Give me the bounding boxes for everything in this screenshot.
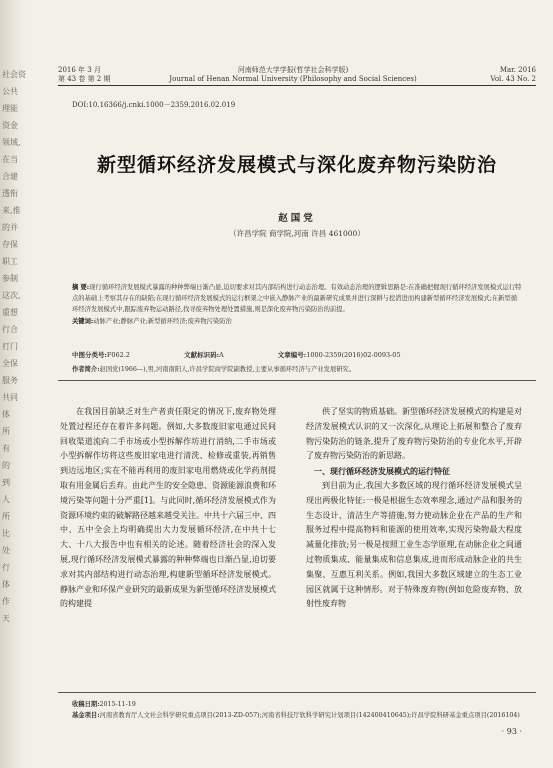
- bleed-fragment: 来,推: [2, 206, 21, 215]
- header-date-left: 2016 年 3 月: [58, 66, 101, 74]
- bleed-fragment: 社会资: [2, 70, 26, 79]
- header-left: [58, 66, 111, 84]
- bleed-fragment: 的: [2, 461, 10, 470]
- journal-name-cn: 河南师范大学学报(哲学社会科学版): [237, 66, 349, 74]
- bleed-fragment: 资金: [2, 121, 18, 130]
- header-divider: [58, 85, 536, 86]
- article-number-field: 文章编号:1000-2359(2016)02-0093-05: [277, 351, 401, 359]
- header-right: [490, 66, 536, 84]
- abstract-block: [72, 282, 522, 327]
- bleed-fragment: 处: [2, 546, 10, 555]
- abstract-label: 摘 要:: [72, 284, 90, 291]
- doi-line: DOI:10.16366/j.cnki.1000－2359.2016.02.019: [72, 101, 236, 109]
- bleed-fragment: 公共: [2, 87, 18, 96]
- journal-page: [38, 0, 538, 768]
- bleed-fragment: 共同: [2, 393, 18, 402]
- bleed-fragment: 领域,: [2, 138, 21, 147]
- bleed-fragment: 体: [2, 410, 10, 419]
- bleed-fragment: 理能: [2, 104, 18, 113]
- bleed-fragment: 重想: [2, 308, 18, 317]
- bleed-fragment: 体: [2, 580, 10, 589]
- bleed-fragment: 所: [2, 512, 10, 521]
- section-heading: 一、现行循环经济发展模式的运行特征: [314, 466, 450, 477]
- header-volume-left: 第 43 卷 第 2 期: [58, 75, 111, 83]
- bleed-fragment: 有: [2, 444, 10, 453]
- journal-name-en: Journal of Henan Normal University (Philosophy and Social Sciences): [169, 75, 417, 83]
- bleed-fragment: 全保: [2, 359, 18, 368]
- article-title: 新型循环经济发展模式与深化废弃物污染防治: [96, 154, 497, 176]
- header-journal: [148, 66, 438, 84]
- keywords-label: 关键词:: [72, 317, 94, 325]
- footnotes: [72, 700, 528, 721]
- article-author: 赵国党: [278, 213, 316, 224]
- bleed-fragment: 打门: [2, 342, 18, 351]
- bleed-fragment: 到: [2, 478, 10, 487]
- body-paragraph: 到目前为止,我国大多数区域的现行循环经济发展模式呈现出两极化特征:一极是根据生态效率理念,通过产品和服务的生态设计、清洁生产等措施,努力使动脉企业在产品的生产和服务过程中提高物料和能源的使用效率,实现污染物最大程度减量化排放;另一极是按照工业生态学原理,在动脉企业之间通过物质集成、能量集成和信息集成,进而形成动脉企业的共生集聚、互惠互利关系。例如,我国大多数区域建立的生态工业园区就属于这种情形。对于特殊废弃物(例如危险废弃物、放射性废弃物: [306, 480, 522, 609]
- received-date: 收稿日期:2015-11-19: [72, 701, 136, 708]
- bleed-fragment: 服务: [2, 376, 18, 385]
- bleed-fragment: 职工: [2, 257, 18, 266]
- bleed-fragment: 行合: [2, 325, 18, 334]
- fund-info: 基金项目:河南省教育厅人文社会科学研究重点项目(2013-ZD-057);河南省科技厅软科学研究计划项目(142400410645);许昌学院科研基金重点项目(2016104): [72, 711, 520, 719]
- keywords-text: 动脉产业;静脉产业;新型循环经济;废弃物污染防治: [93, 317, 232, 325]
- body-column-right: [306, 405, 522, 612]
- bleed-fragment: 比: [2, 529, 10, 538]
- body-column-left: 在我国目前缺乏对生产者责任限定的情况下,废弃物处理处置过程还存在着许多问题。例如,大多数废旧家电通过民间回收渠道流向二手市场或小型拆解作坊进行消纳,二手市场或小型拆解作坊将这些废旧家电进行清洗、检修或重装,再销售到边远地区;实在不能再利用的废旧家电用燃烧或化学药剂提取有用金属后丢弃。由此产生的安全隐患、资源能源浪费和环境污染等问题十分严重[1]。与此同时,循环经济发展模式作为资源环境约束的破解路径越来越受关注。中共十六届三中、四中、五中全会上均明确提出大力发展循环经济,在中共十七大、十八大报告中也有相关的论述。随着经济社会的深入发展,现行循环经济发展模式暴露的种种弊端也日渐凸显,迫切要求对其内部结构进行动态治理,构建新型循环经济发展模式。静脉产业和环保产业研究的最新成果为新型循环经济发展模式的构建提: [60, 407, 276, 609]
- footnote-divider: [58, 692, 536, 693]
- bleed-fragment: 在当: [2, 155, 18, 164]
- bleed-fragment: 作: [2, 597, 10, 606]
- bleed-fragment: 的并: [2, 223, 18, 232]
- classification-row: [72, 350, 522, 359]
- body-paragraph: 供了坚实的物质基础。新型循环经济发展模式的构建是对经济发展模式认识的又一次深化,从理论上拓展和整合了废弃物污染防治的链条,提升了废弃物污染防治的专业化水平,开辟了废弃物污染防治的新思路。: [306, 407, 522, 461]
- abstract-divider: [58, 380, 536, 381]
- author-bio-label: 作者简介:: [72, 366, 100, 373]
- bleed-fragment: 天: [2, 614, 10, 623]
- bleed-fragment: 存保: [2, 240, 18, 249]
- bleed-fragment: 参制: [2, 274, 18, 283]
- bleed-fragment: 所: [2, 427, 10, 436]
- clc-field: 中图分类号:F062.2: [72, 351, 131, 359]
- author-bio-text: 赵国党(1966—),男,河南南阳人,许昌学院商学院副教授,主要从事循环经济与产业发展研究。: [99, 366, 356, 373]
- page-number: · 93 ·: [501, 727, 522, 736]
- facing-page-bleed: [0, 0, 26, 768]
- header-volume-right: Vol. 43 No. 2: [490, 75, 536, 83]
- author-bio: [72, 364, 522, 373]
- header-date-right: Mar. 2016: [499, 66, 536, 74]
- bleed-fragment: 这次,: [2, 291, 21, 300]
- author-affiliation: （许昌学院 商学院,河南 许昌 461000）: [229, 229, 365, 238]
- abstract-text: 现行循环经济发展模式暴露的种种弊端日渐凸显,迫切要求对其内部结构进行动态治理。有效动态治理的逻辑思路是:在准确把握现行循环经济发展模式运行特点的基础上考察其存在的缺陷;在现行循环经济发展模式的运行框架之中嵌入静脉产业的最新研究成果并进行深耕与挖潜进而构建新型循环经济发展模式;在新型循环经济发展模式中,跟踪废弃物运动路径,找寻废弃物处理处置措施,则是深化废弃物污染防治的前提。: [72, 284, 522, 314]
- bleed-fragment: 行: [2, 563, 10, 572]
- bleed-fragment: 透衔: [2, 189, 18, 198]
- bleed-fragment: 人: [2, 495, 10, 504]
- doc-code-field: 文献标识码:A: [184, 351, 224, 359]
- bleed-fragment: 合建: [2, 172, 18, 181]
